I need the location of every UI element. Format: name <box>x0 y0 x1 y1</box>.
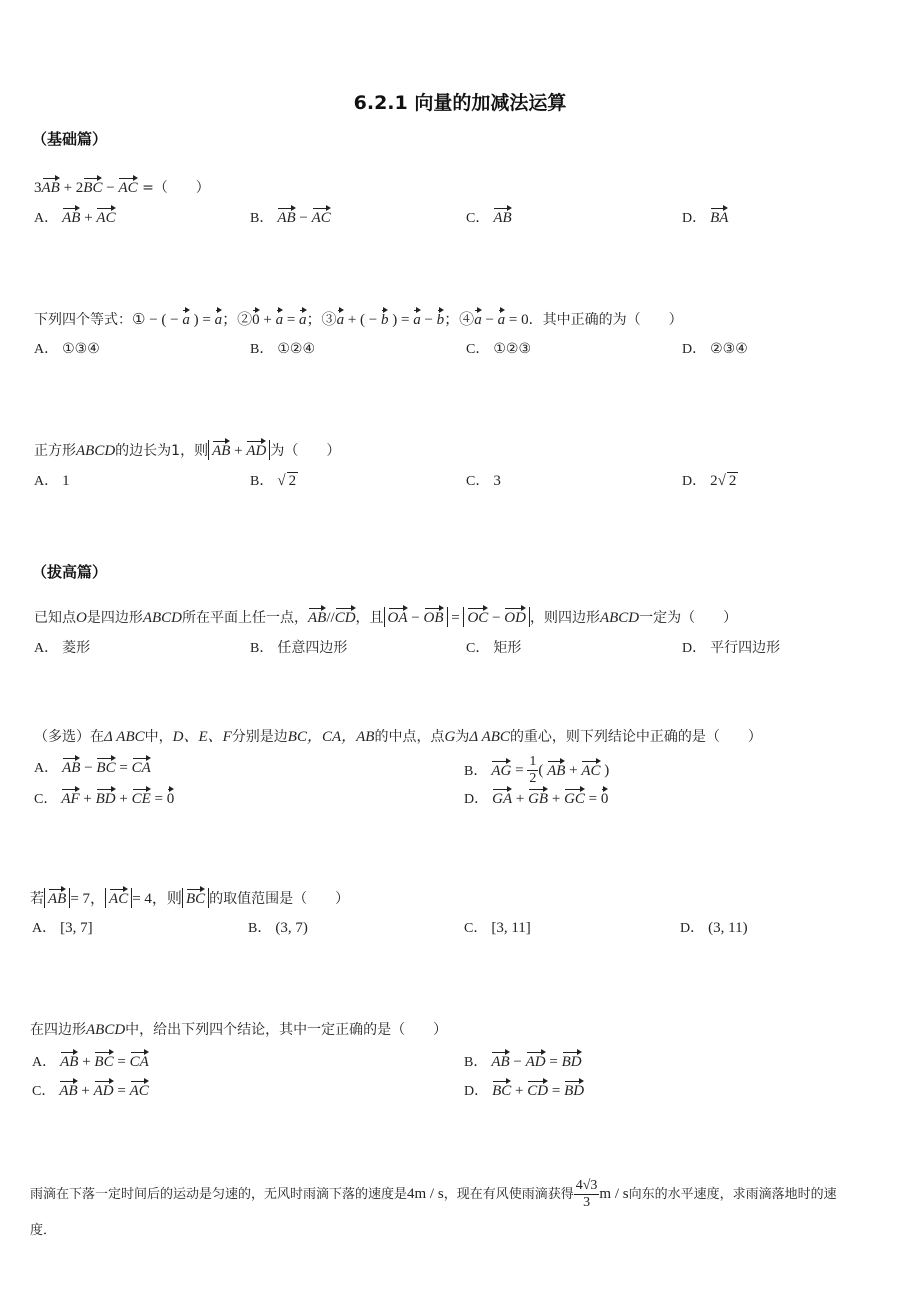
q7-option-b[interactable]: B． AB − AD = BD <box>464 1051 582 1071</box>
q1-option-a[interactable]: A． AB + AC <box>34 207 116 227</box>
q1-option-b[interactable]: B． AB − AC <box>250 207 331 227</box>
question-3: 正方形ABCD的边长为1，则 AB + AD 为（ ） <box>34 440 340 460</box>
q5-option-d[interactable]: D． GA + GB + GC = 0 <box>464 788 608 808</box>
question-4: 已知点O是四边形ABCD所在平面上任一点，AB//CD，且 OA − OB = OC − OD ，则四边形ABCD一定为（ ） <box>34 607 737 627</box>
q7-option-a[interactable]: A． AB + BC = CA <box>32 1051 149 1071</box>
q6-option-b[interactable]: B． (3, 7) <box>248 920 308 936</box>
question-1: 3AB + 2BC − AC =（ ） <box>34 177 210 197</box>
question-8: 雨滴在下落一定时间后的运动是匀速的，无风时雨滴下落的速度是4m / s，现在有风使雨滴获得 $\frac{4√3}{3}$ m / s向东的水平速度，求雨滴落地时的速 <box>30 1178 837 1210</box>
page-title: 6.2.1 向量的加减法运算 <box>353 92 567 114</box>
q2-option-b[interactable]: B． ①②④ <box>250 341 315 357</box>
q4-option-d[interactable]: D． 平行四边形 <box>682 640 781 656</box>
q7-option-c[interactable]: C． AB + AD = AC <box>32 1080 149 1100</box>
q1-option-c[interactable]: C． AB <box>466 207 512 227</box>
q3-option-b[interactable]: B． √ 2 <box>250 473 297 489</box>
question-1-paren: =（ ） <box>142 180 210 196</box>
q2-option-d[interactable]: D． ②③④ <box>682 341 748 357</box>
q2-option-a[interactable]: A． ①③④ <box>34 341 100 357</box>
q2-option-c[interactable]: C． ①②③ <box>466 341 531 357</box>
q3-option-d[interactable]: D． 2√ 2 <box>682 473 737 489</box>
question-6: 若 AB = 7， AC = 4，则 BC 的取值范围是（ ） <box>30 887 349 908</box>
question-2: 下列四个等式：① − ( − a ) = a；②0 + a = a；③a + ( − b ) = a − b；④a − a = 0．其中正确的为（ ） <box>34 308 683 329</box>
section-basic: （基础篇） <box>32 130 108 148</box>
q4-option-b[interactable]: B． 任意四边形 <box>250 640 348 656</box>
q5-option-c[interactable]: C． AF + BD + CE = 0 <box>34 788 174 808</box>
q6-option-c[interactable]: C． [3, 11] <box>464 920 531 936</box>
q6-option-d[interactable]: D． (3, 11) <box>680 920 748 936</box>
question-8-line-2: 度． <box>30 1223 57 1238</box>
q3-option-c[interactable]: C． 3 <box>466 473 501 489</box>
q7-option-d[interactable]: D． BC + CD = BD <box>464 1080 584 1100</box>
question-7: 在四边形ABCD中，给出下列四个结论，其中一定正确的是（ ） <box>30 1022 448 1038</box>
q5-option-a[interactable]: A． AB − BC = CA <box>34 757 151 777</box>
q1-option-d[interactable]: D． BA <box>682 207 728 227</box>
q4-option-c[interactable]: C． 矩形 <box>466 640 522 656</box>
question-5: （多选）在Δ ABC中，D、E、F分别是边BC，CA，AB的中点，点G为Δ ABC的重心，则下列结论中正确的是（ ） <box>34 729 762 745</box>
q3-option-a[interactable]: A． 1 <box>34 473 70 489</box>
q6-option-a[interactable]: A． [3, 7] <box>32 920 93 936</box>
q4-option-a[interactable]: A． 菱形 <box>34 640 91 656</box>
q5-option-b[interactable]: B． AG = $\frac{1}{2}$ ( AB + AC ) <box>464 754 610 786</box>
section-advanced: （拔高篇） <box>32 563 108 581</box>
